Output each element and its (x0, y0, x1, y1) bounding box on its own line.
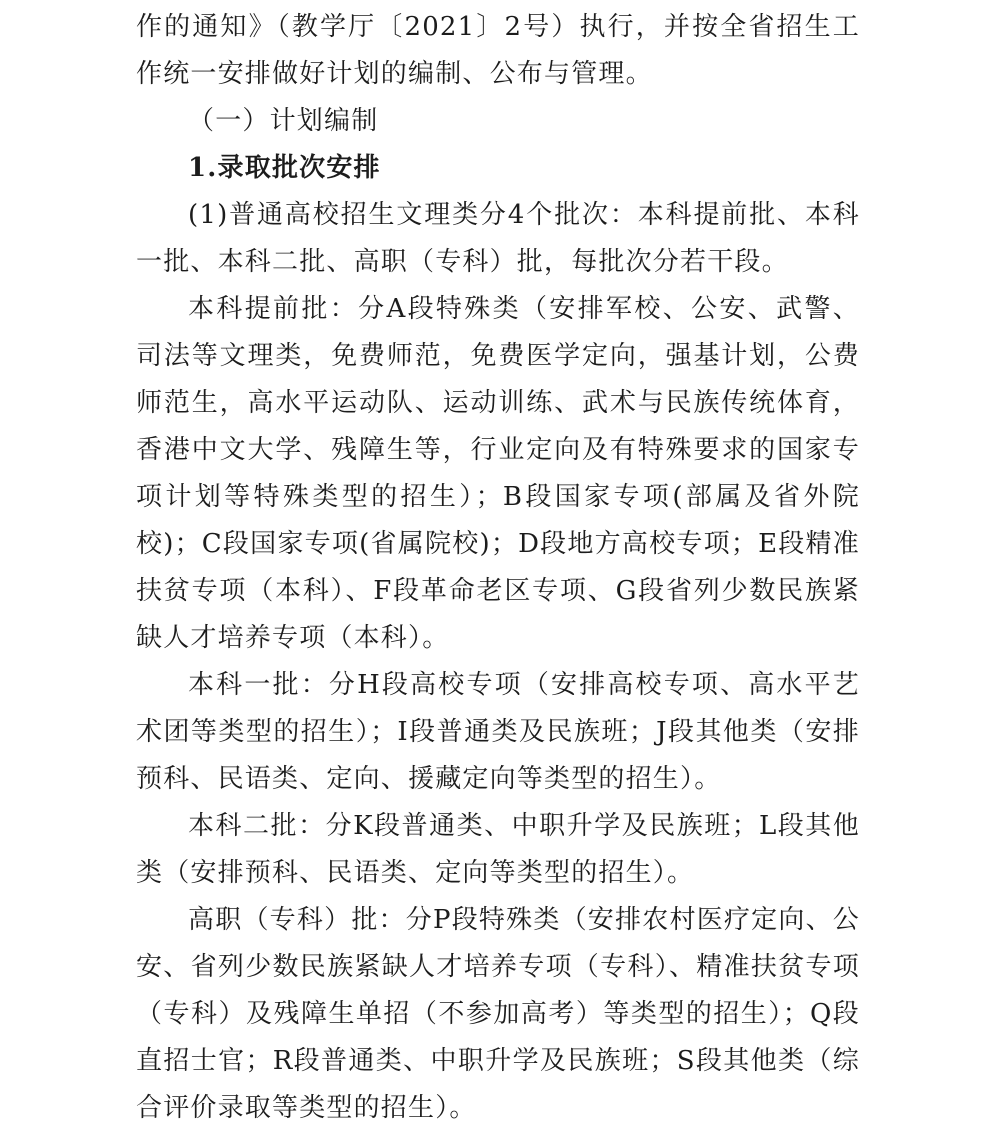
paragraph-early-batch: 本科提前批：分A段特殊类（安排军校、公安、武警、司法等文理类，免费师范，免费医学定向，强基计划，公费师范生，高水平运动队、运动训练、武术与民族传统体育，香港中文大学、残障生等，行业定向及有特殊要求的国家专项计划等特殊类型的招生）；B段国家专项(部属及省外院校)；C段国家专项(省属院校)；D段地方高校专项；E段精准扶贫专项（本科）、F段革命老区专项、G段省列少数民族紧缺人才培养专项（本科）。 (136, 294, 860, 653)
paragraph-first-batch: 本科一批：分H段高校专项（安排高校专项、高水平艺术团等类型的招生）；I段普通类及民族班；J段其他类（安排预科、民语类、定向、援藏定向等类型的招生）。 (136, 670, 860, 794)
continuation-paragraph: 作的通知》（教学厅〔2021〕2号）执行，并按全省招生工作统一安排做好计划的编制、公布与管理。 (136, 12, 860, 89)
paragraph-batch-overview: (1)普通高校招生文理类分4个批次：本科提前批、本科一批、本科二批、高职（专科）批，每批次分若干段。 (136, 200, 860, 277)
document-body (136, 4, 860, 1132)
subsection-heading: 1.录取批次安排 (188, 153, 381, 183)
paragraph-second-batch: 本科二批：分K段普通类、中职升学及民族班；L段其他类（安排预科、民语类、定向等类型的招生）。 (136, 811, 860, 888)
section-heading: （一）计划编制 (188, 106, 379, 136)
paragraph-vocational-batch: 高职（专科）批：分P段特殊类（安排农村医疗定向、公安、省列少数民族紧缺人才培养专项（专科）、精准扶贫专项（专科）及残障生单招（不参加高考）等类型的招生）；Q段直招士官；R段普通类、中职升学及民族班；S段其他类（综合评价录取等类型的招生）。 (136, 905, 860, 1123)
